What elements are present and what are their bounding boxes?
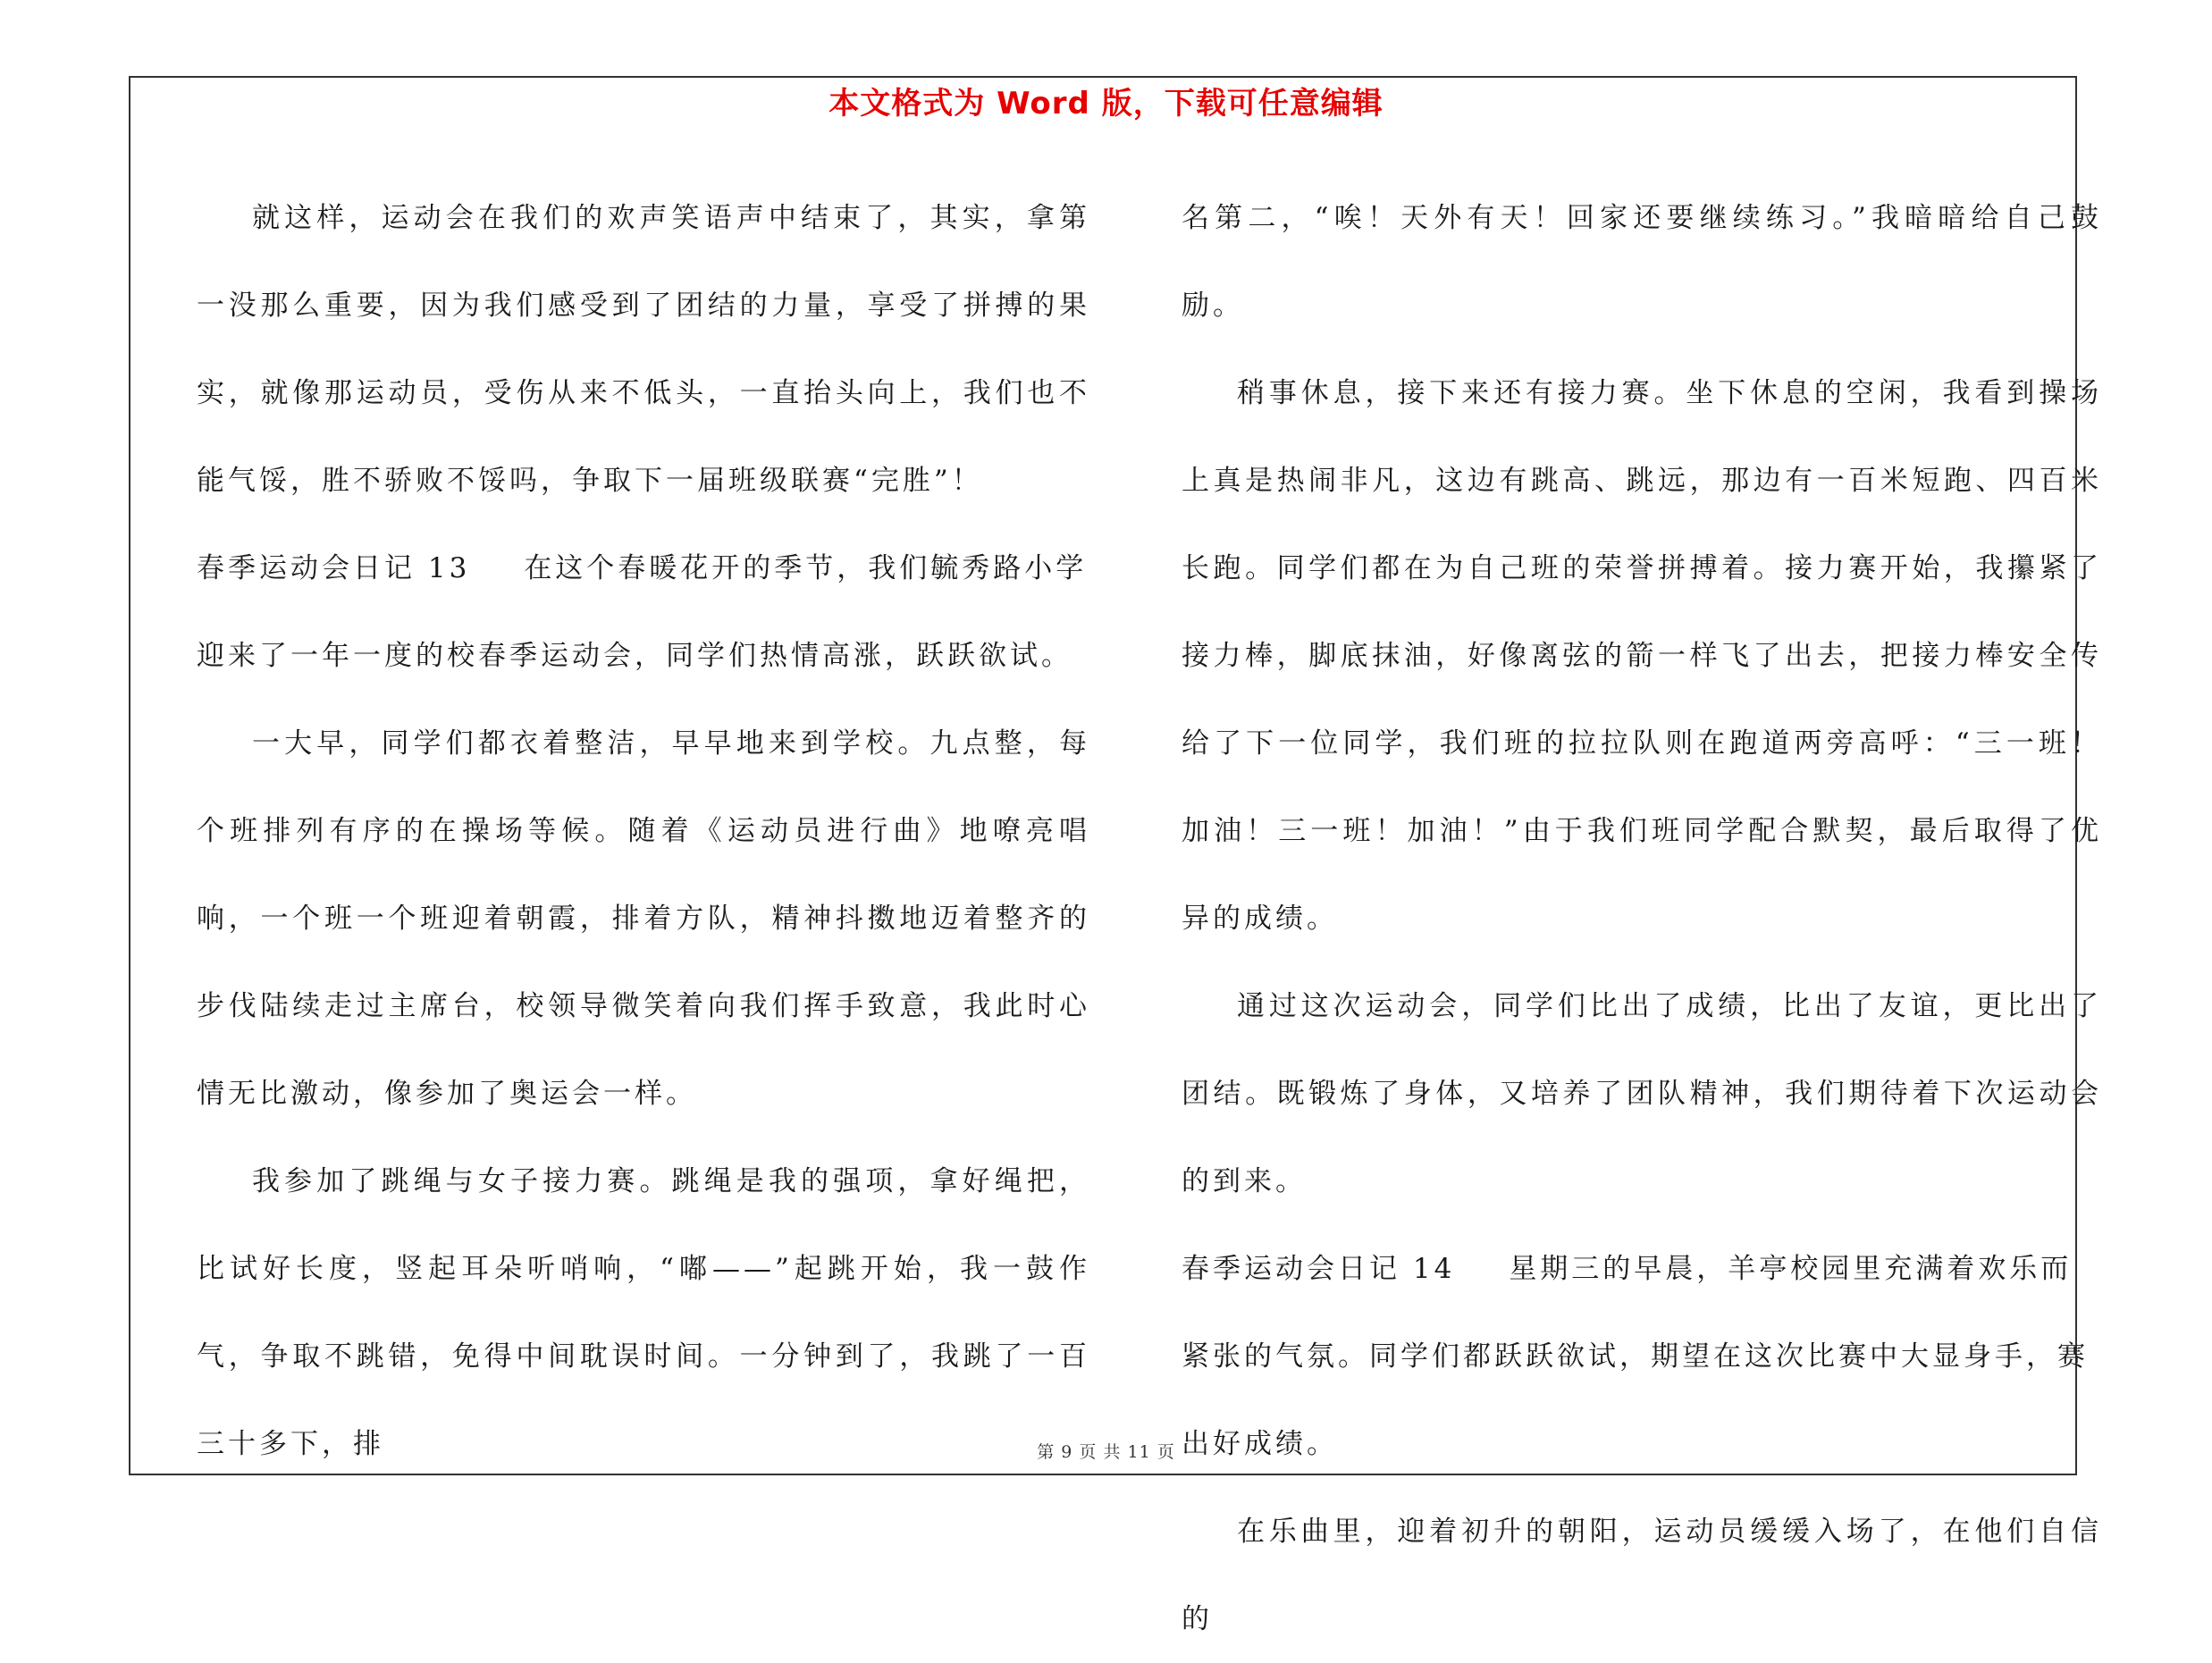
paragraph: 通过这次运动会，同学们比出了成绩，比出了友谊，更比出了团结。既锻炼了身体，又培养了团队精神，我们期待着下次运动会的到来。 xyxy=(1182,990,2102,1197)
header-banner: 本文格式为 Word 版，下载可任意编辑 xyxy=(828,86,1384,122)
paragraph: 一大早，同学们都衣着整洁，早早地来到学校。九点整，每个班排列有序的在操场等候。随着《运动员进行曲》地嘹亮唱响，一个班一个班迎着朝霞，排着方队，精神抖擞地迈着整齐的步伐陆续走过主席台，校领导微笑着向我们挥手致意，我此时心情无比激动，像参加了奥运会一样。 xyxy=(197,727,1090,1110)
entry-label: 春季运动会日记 14 xyxy=(1182,1253,1456,1285)
paragraph: 我参加了跳绳与女子接力赛。跳绳是我的强项，拿好绳把，比试好长度，竖起耳朵听哨响，“嘟——”起跳开始，我一鼓作气，争取不跳错，免得中间耽误时间。一分钟到了，我跳了一百三十多下，排 xyxy=(197,1165,1090,1460)
page-number: 第 9 页 共 11 页 xyxy=(1037,1442,1175,1462)
paragraph: 稍事休息，接下来还有接力赛。坐下休息的空闲，我看到操场上真是热闹非凡，这边有跳高、跳远，那边有一百米短跑、四百米长跑。同学们都在为自己班的荣誉拼搏着。接力赛开始，我攥紧了接力棒，脚底抹油，好像离弦的箭一样飞了出去，把接力棒安全传给了下一位同学，我们班的拉拉队则在跑道两旁高呼：“三一班！加油！三一班！加油！”由于我们班同学配合默契，最后取得了优异的成绩。 xyxy=(1182,377,2102,935)
entry-intro: 星期三的早晨，羊亭校园里充满着欢乐而紧张的气氛。同学们都跃跃欲试，期望在这次比赛中大显身手，赛出好成绩。 xyxy=(1182,1253,2089,1460)
paragraph: 就这样，运动会在我们的欢声笑语声中结束了，其实，拿第一没那么重要，因为我们感受到了团结的力量，享受了拼搏的果实，就像那运动员，受伤从来不低头，一直抬头向上，我们也不能气馁，胜不骄败不馁吗，争取下一届班级联赛“完胜”！ xyxy=(197,202,1090,497)
paragraph: 名第二，“唉！天外有天！回家还要继续练习。”我暗暗给自己鼓励。 xyxy=(1182,202,2102,322)
diary-entry-title xyxy=(197,525,1090,700)
entry-label: 春季运动会日记 13 xyxy=(197,552,471,584)
left-column xyxy=(197,174,1090,1488)
entry-intro: 在这个春暖花开的季节，我们毓秀路小学迎来了一年一度的校春季运动会，同学们热情高涨，跃跃欲试。 xyxy=(197,552,1088,672)
paragraph: 在乐曲里，迎着初升的朝阳，运动员缓缓入场了，在他们自信的 xyxy=(1182,1516,2102,1635)
